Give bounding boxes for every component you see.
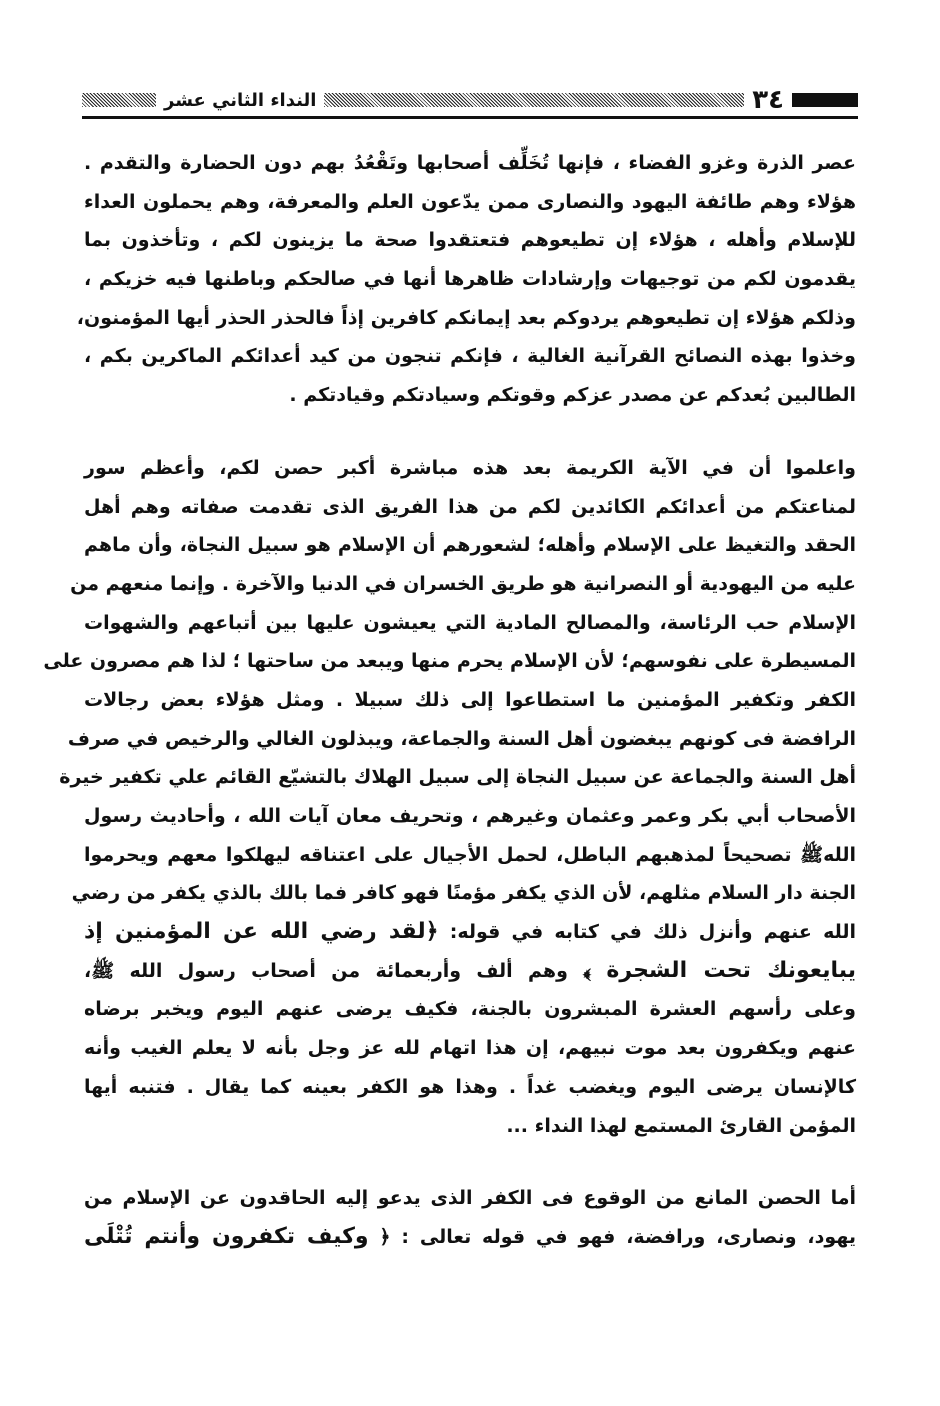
text-run: عنهم ويكفرون بعد موت نبيهم، إن هذا اتهام لله عز وجل بأنه لا يعلم الغيب وأنه bbox=[84, 1037, 856, 1060]
paragraph-gap bbox=[84, 415, 856, 449]
text-line bbox=[84, 337, 856, 376]
page-header bbox=[82, 84, 858, 116]
text-line bbox=[84, 144, 856, 183]
header-hatch bbox=[82, 93, 156, 107]
paragraph bbox=[43, 449, 856, 1145]
paragraph bbox=[84, 1179, 856, 1256]
text-run: وخذوا بهذه النصائح القرآنية الغالية ، فإنكم تنجون من كيد أعدائكم الماكرين بكم ، bbox=[84, 345, 856, 368]
paragraph bbox=[76, 144, 856, 415]
header-hatch bbox=[324, 93, 744, 107]
text-line bbox=[84, 1218, 856, 1257]
text-run: المسيطرة على نفوسهم؛ لأن الإسلام يحرم منها ويبعد من ساحتها ؛ لذا هم مصرون على bbox=[43, 650, 856, 673]
text-line bbox=[84, 1029, 856, 1068]
text-run: الله عنهم وأنزل ذلك في كتابه في قوله: bbox=[438, 921, 856, 944]
text-line bbox=[84, 604, 856, 643]
text-line bbox=[43, 642, 856, 681]
text-line bbox=[84, 913, 856, 952]
text-run: ﴾ وهم ألف وأربعمائة من أصحاب رسول الله ﷺ، bbox=[84, 959, 607, 982]
text-line bbox=[84, 990, 856, 1029]
text-line bbox=[76, 299, 856, 338]
text-line bbox=[59, 758, 856, 797]
text-run: أهل السنة والجماعة عن سبيل النجاة إلى سبيل الهلاك بالتشيّع القائم علي تكفير خيرة bbox=[59, 766, 856, 789]
text-run: عليه من اليهودية أو النصرانية هو طريق الخسران في الدنيا والآخرة . وإنما منعهم من bbox=[70, 572, 856, 595]
text-line bbox=[84, 488, 856, 527]
text-line bbox=[84, 836, 856, 875]
text-line bbox=[84, 376, 856, 415]
text-run: يهود، ونصارى، ورافضة، فهو في قوله تعالى : ﴿ bbox=[368, 1225, 856, 1248]
text-line bbox=[84, 1068, 856, 1107]
text-line bbox=[84, 797, 856, 836]
text-run: اللهﷺ تصحيحاً لمذهبهم الباطل، لحمل الأجيال على اعتناقه ليهلكوا معهم ويحرموا bbox=[84, 843, 856, 866]
text-run: كالإنسان يرضى اليوم ويغضب غداً . وهذا هو الكفر بعينه كما يقال . فتنبه أيها bbox=[84, 1075, 856, 1098]
header-bar bbox=[792, 93, 858, 107]
text-run: الرافضة فى كونهم يبغضون أهل السنة والجماعة، ويبذلون الغالي والرخيص في صرف bbox=[67, 727, 856, 750]
paragraph-gap bbox=[84, 1145, 856, 1179]
text-line bbox=[84, 260, 856, 299]
text-line bbox=[84, 1107, 856, 1146]
text-run: الإسلام حب الرئاسة، والمصالح المادية التي يعيشون عليها بين أتباعهم والشهوات bbox=[84, 611, 856, 634]
text-run: واعلموا أن في الآية الكريمة بعد هذه مباشرة أكبر حصن لكم، وأعظم سور bbox=[84, 456, 856, 479]
text-run: وعلى رأسهم العشرة المبشرون بالجنة، فكيف يرضى عنهم اليوم ويخبر برضاه bbox=[84, 998, 856, 1021]
text-line bbox=[84, 449, 856, 488]
text-run: وذلكم هؤلاء إن تطيعوهم يردوكم بعد إيمانكم كافرين إذاً فالحذر الحذر أيها المؤمنون، bbox=[76, 306, 856, 329]
quran-quote: يبايعونك تحت الشجرة bbox=[606, 957, 856, 983]
text-run: عصر الذرة وغزو الفضاء ، فإنها تُخَلِّف أصحابها وتَقْعُدُ بهم دون الحضارة والتقدم . bbox=[84, 152, 856, 174]
quran-quote: ﴿لقد رضي الله عن المؤمنين إذ bbox=[84, 919, 439, 945]
text-run: الأصحاب أبي بكر وعمر وعثمان وغيرهم ، وتحريف معان آيات الله ، وأحاديث رسول bbox=[84, 805, 856, 827]
text-run: الطالبين بُعدكم عن مصدر عزكم وقوتكم وسيادتكم وقيادتكم . bbox=[289, 384, 856, 407]
text-run: الجنة دار السلام مثلهم، لأن الذي يكفر مؤمنًا فهو كافر فما بالك بالذي يكفر من رضي bbox=[71, 882, 856, 905]
text-run: الكفر وتكفير المؤمنين ما استطاعوا إلى ذلك سبيلا . ومثل هؤلاء بعض رجالات bbox=[84, 688, 856, 711]
text-line bbox=[71, 874, 856, 913]
text-line bbox=[84, 526, 856, 565]
text-line bbox=[70, 565, 856, 604]
text-line bbox=[84, 1179, 856, 1218]
text-run: لمناعتكم من أعدائكم الكائدين لكم من هذا الفريق الذى تقدمت صفاته وهم أهل bbox=[84, 495, 856, 518]
text-run: يقدمون لكم من توجيهات وإرشادات ظاهرها أنها في صالحكم وباطنها فيه خزيكم ، bbox=[84, 268, 856, 291]
text-run: هؤلاء وهم طائفة اليهود والنصارى ممن يدّعون العلم والمعرفة، وهم يحملون العداء bbox=[84, 190, 856, 213]
text-run: أما الحصن المانع من الوقوع فى الكفر الذى يدعو إليه الحاقدون عن الإسلام من bbox=[84, 1187, 856, 1210]
chapter-title: النداء الثاني عشر bbox=[164, 89, 317, 111]
text-line bbox=[84, 681, 856, 720]
text-line bbox=[84, 221, 856, 260]
text-run: المؤمن القارئ المستمع لهذا النداء ... bbox=[506, 1114, 856, 1137]
text-line bbox=[84, 952, 856, 991]
page-number: ٣٤ bbox=[752, 85, 784, 115]
quran-quote: وكيف تكفرون وأنتم تُتْلَى bbox=[84, 1223, 369, 1249]
header-rule bbox=[82, 116, 858, 119]
text-line bbox=[67, 720, 856, 759]
page-body bbox=[43, 144, 856, 1257]
text-line bbox=[84, 183, 856, 222]
text-run: الحقد والتغيظ على الإسلام وأهله؛ لشعورهم أن الإسلام هو سبيل النجاة، وأن ماهم bbox=[84, 534, 856, 557]
text-run: للإسلام وأهله ، هؤلاء إن تطيعوهم فتعتقدوا صحة ما يزينون لكم ، وتأخذون بما bbox=[84, 229, 856, 252]
